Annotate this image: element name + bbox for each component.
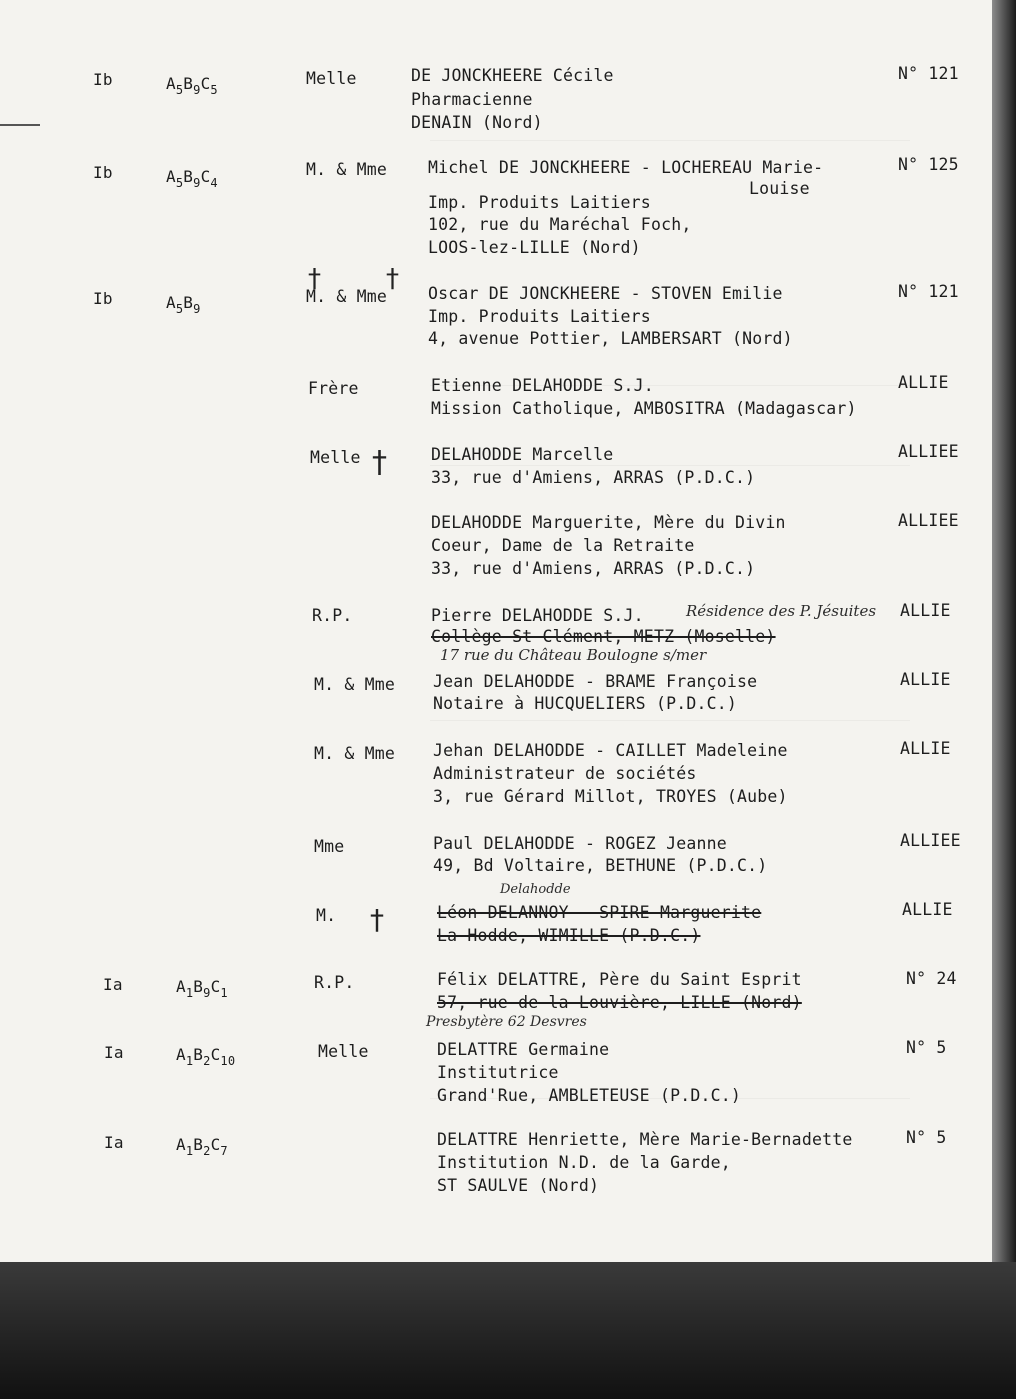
entry-line: Grand'Rue, AMBLETEUSE (P.D.C.) (437, 1086, 742, 1105)
entry-line: Institutrice (437, 1063, 559, 1082)
genealogy-code: $A_1B_2C_{10}$ (176, 1045, 236, 1068)
entry-line: Félix DELATTRE, Père du Saint Esprit (437, 970, 802, 989)
entry-line: Michel DE JONCKHEERE - LOCHEREAU Marie- (428, 158, 824, 177)
handwritten-note: Presbytère 62 Desvres (426, 1014, 587, 1030)
title: Mme (314, 837, 345, 856)
reference-number: N° 125 (898, 155, 959, 174)
entry-line: ST SAULVE (Nord) (437, 1176, 600, 1195)
handwritten-note: Résidence des P. Jésuites (686, 602, 877, 620)
reference-label: ALLIEE (898, 511, 959, 530)
entry-line: Jehan DELAHODDE - CAILLET Madeleine (433, 741, 788, 760)
genealogy-code: $A_5B_9C_5$ (166, 74, 218, 97)
entry-line: 102, rue du Maréchal Foch, (428, 215, 692, 234)
struck-entry-line: 57, rue de la Louvière, LILLE (Nord) (437, 993, 802, 1012)
entry-line: DELAHODDE Marcelle (431, 445, 614, 464)
entry-line: Pharmacienne (411, 90, 533, 109)
reference-label: ALLIEE (900, 831, 961, 850)
entry-line: 4, avenue Pottier, LAMBERSART (Nord) (428, 329, 793, 348)
entry-line: 33, rue d'Amiens, ARRAS (P.D.C.) (431, 468, 756, 487)
cross-mark-icon: † (386, 264, 399, 294)
entry-line: Notaire à HUCQUELIERS (P.D.C.) (433, 694, 738, 713)
reference-number: N° 121 (898, 64, 959, 83)
entry-line: DELATTRE Germaine (437, 1040, 610, 1059)
handwritten-note: 17 rue du Château Boulogne s/mer (440, 646, 707, 664)
entry-line: 3, rue Gérard Millot, TROYES (Aube) (433, 787, 788, 806)
entry-line: Jean DELAHODDE - BRAME Françoise (433, 672, 758, 691)
entry-line: DENAIN (Nord) (411, 113, 543, 132)
genealogy-code: $A_1B_2C_7$ (176, 1135, 228, 1158)
cross-mark-icon: † (370, 903, 384, 936)
title: M. & Mme (314, 675, 396, 694)
class-label: Ib (93, 163, 113, 182)
scan-edge-mark (0, 124, 40, 126)
class-label: Ib (93, 289, 113, 308)
title: Frère (308, 379, 359, 398)
entry-line: Administrateur de sociétés (433, 764, 697, 783)
genealogy-code: $A_5B_9C_4$ (166, 167, 218, 190)
reference-number: N° 5 (906, 1038, 947, 1057)
class-label: Ia (104, 1043, 124, 1062)
title: M. & Mme (306, 287, 388, 306)
title: R.P. (314, 973, 355, 992)
reference-label: ALLIE (900, 670, 951, 689)
reference-label: ALLIE (900, 601, 951, 620)
struck-entry-line: Léon DELANNOY - SPIRE Marguerite (437, 903, 762, 922)
entry-line: Etienne DELAHODDE S.J. (431, 376, 654, 395)
genealogy-code: $A_1B_9C_1$ (176, 977, 228, 1000)
entry-line: Pierre DELAHODDE S.J. (431, 606, 644, 625)
title: M. & Mme (306, 160, 388, 179)
entry-line: Institution N.D. de la Garde, (437, 1153, 731, 1172)
entry-line: 49, Bd Voltaire, BETHUNE (P.D.C.) (433, 856, 768, 875)
reference-number: N° 121 (898, 282, 959, 301)
reference-label: ALLIE (900, 739, 951, 758)
title: Melle (310, 448, 361, 467)
entry-line: DELAHODDE Marguerite, Mère du Divin (431, 513, 786, 532)
entry-line: Oscar DE JONCKHEERE - STOVEN Emilie (428, 284, 783, 303)
entry-line: Louise (749, 179, 810, 198)
entry-line: DELATTRE Henriette, Mère Marie-Bernadette (437, 1130, 853, 1149)
reference-label: ALLIE (902, 900, 953, 919)
title: R.P. (312, 606, 353, 625)
cross-mark-icon: † (372, 445, 387, 480)
entry-line: 33, rue d'Amiens, ARRAS (P.D.C.) (431, 559, 756, 578)
entry-line: Mission Catholique, AMBOSITRA (Madagascar) (431, 399, 857, 418)
struck-entry-line: La Hodde, WIMILLE (P.D.C.) (437, 926, 701, 945)
entry-line: Imp. Produits Laitiers (428, 193, 651, 212)
reference-label: ALLIE (898, 373, 949, 392)
page-side-shadow (992, 0, 1016, 1262)
cross-mark-icon: † (308, 264, 321, 294)
class-label: Ia (103, 975, 123, 994)
reference-label: ALLIEE (898, 442, 959, 461)
title: Melle (318, 1042, 369, 1061)
reference-number: N° 24 (906, 969, 957, 988)
scanner-background (0, 1262, 1016, 1399)
class-label: Ia (104, 1133, 124, 1152)
handwritten-note: Delahodde (500, 882, 571, 897)
entry-line: Paul DELAHODDE - ROGEZ Jeanne (433, 834, 727, 853)
genealogy-code: $A_5B_9$ (166, 293, 201, 316)
title: M. (316, 906, 337, 925)
class-label: Ib (93, 70, 113, 89)
struck-entry-line: Collège St Clément, METZ (Moselle) (431, 627, 776, 646)
title: Melle (306, 69, 357, 88)
reference-number: N° 5 (906, 1128, 947, 1147)
entry-line: LOOS-lez-LILLE (Nord) (428, 238, 641, 257)
entry-line: Imp. Produits Laitiers (428, 307, 651, 326)
entry-line: Coeur, Dame de la Retraite (431, 536, 695, 555)
entry-line: DE JONCKHEERE Cécile (411, 66, 614, 85)
title: M. & Mme (314, 744, 396, 763)
